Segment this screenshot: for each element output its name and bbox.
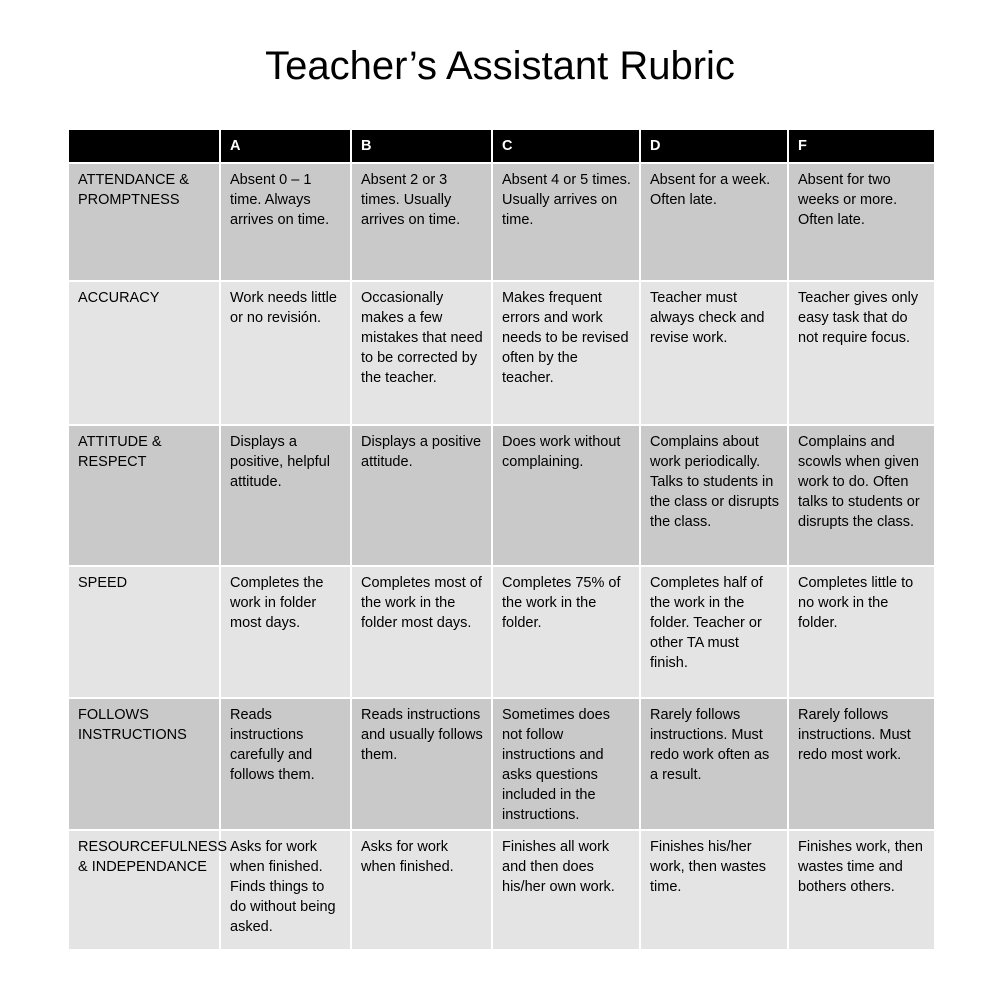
- table-cell: Finishes his/her work, then wastes time.: [640, 830, 788, 950]
- table-cell: Does work without complaining.: [492, 425, 640, 566]
- column-header-b: B: [351, 129, 492, 163]
- table-cell: Completes 75% of the work in the folder.: [492, 566, 640, 698]
- header-row: [68, 129, 935, 163]
- table-cell: Finishes all work and then does his/her own work.: [492, 830, 640, 950]
- table-cell: Teacher gives only easy task that do not require focus.: [788, 281, 935, 425]
- table-cell: Completes little to no work in the folder.: [788, 566, 935, 698]
- table-cell: Occasionally makes a few mistakes that need to be corrected by the teacher.: [351, 281, 492, 425]
- table-cell: Reads instructions carefully and follows them.: [220, 698, 351, 830]
- table-cell: Asks for work when finished. Finds things to do without being asked.: [220, 830, 351, 950]
- table-cell: Reads instructions and usually follows them.: [351, 698, 492, 830]
- table-cell: Completes most of the work in the folder most days.: [351, 566, 492, 698]
- table-row: [68, 830, 935, 950]
- criterion-cell: SPEED: [68, 566, 220, 698]
- table-cell: Completes the work in folder most days.: [220, 566, 351, 698]
- criterion-cell: RESOURCEFULNESS & INDEPENDANCE: [68, 830, 220, 950]
- table-cell: Sometimes does not follow instructions and asks questions included in the instructions.: [492, 698, 640, 830]
- table-row: [68, 281, 935, 425]
- page-title: Teacher’s Assistant Rubric: [265, 44, 735, 88]
- table-cell: Absent 4 or 5 times. Usually arrives on time.: [492, 163, 640, 281]
- column-header-c: C: [492, 129, 640, 163]
- table-cell: Completes half of the work in the folder. Teacher or other TA must finish.: [640, 566, 788, 698]
- table-cell: Teacher must always check and revise work.: [640, 281, 788, 425]
- table-cell: Asks for work when finished.: [351, 830, 492, 950]
- table-cell: Displays a positive, helpful attitude.: [220, 425, 351, 566]
- table-cell: Makes frequent errors and work needs to be revised often by the teacher.: [492, 281, 640, 425]
- table-row: [68, 163, 935, 281]
- table-cell: Absent for two weeks or more. Often late.: [788, 163, 935, 281]
- column-header-criterion: [68, 129, 220, 163]
- table-cell: Complains and scowls when given work to do. Often talks to students or disrupts the class.: [788, 425, 935, 566]
- table-cell: Absent 0 – 1 time. Always arrives on time.: [220, 163, 351, 281]
- table-cell: Rarely follows instructions. Must redo most work.: [788, 698, 935, 830]
- table-cell: Absent 2 or 3 times. Usually arrives on time.: [351, 163, 492, 281]
- column-header-f: F: [788, 129, 935, 163]
- rubric-table: [67, 128, 936, 951]
- column-header-a: A: [220, 129, 351, 163]
- criterion-cell: ATTITUDE & RESPECT: [68, 425, 220, 566]
- criterion-cell: ATTENDANCE & PROMPTNESS: [68, 163, 220, 281]
- table-cell: Absent for a week. Often late.: [640, 163, 788, 281]
- table-cell: Work needs little or no revisión.: [220, 281, 351, 425]
- table-cell: Finishes work, then wastes time and bothers others.: [788, 830, 935, 950]
- table-row: [68, 425, 935, 566]
- table-row: [68, 566, 935, 698]
- table-cell: Complains about work periodically. Talks to students in the class or disrupts the class.: [640, 425, 788, 566]
- criterion-cell: FOLLOWS INSTRUCTIONS: [68, 698, 220, 830]
- column-header-d: D: [640, 129, 788, 163]
- table-cell: Displays a positive attitude.: [351, 425, 492, 566]
- table-row: [68, 698, 935, 830]
- criterion-cell: ACCURACY: [68, 281, 220, 425]
- table-cell: Rarely follows instructions. Must redo work often as a result.: [640, 698, 788, 830]
